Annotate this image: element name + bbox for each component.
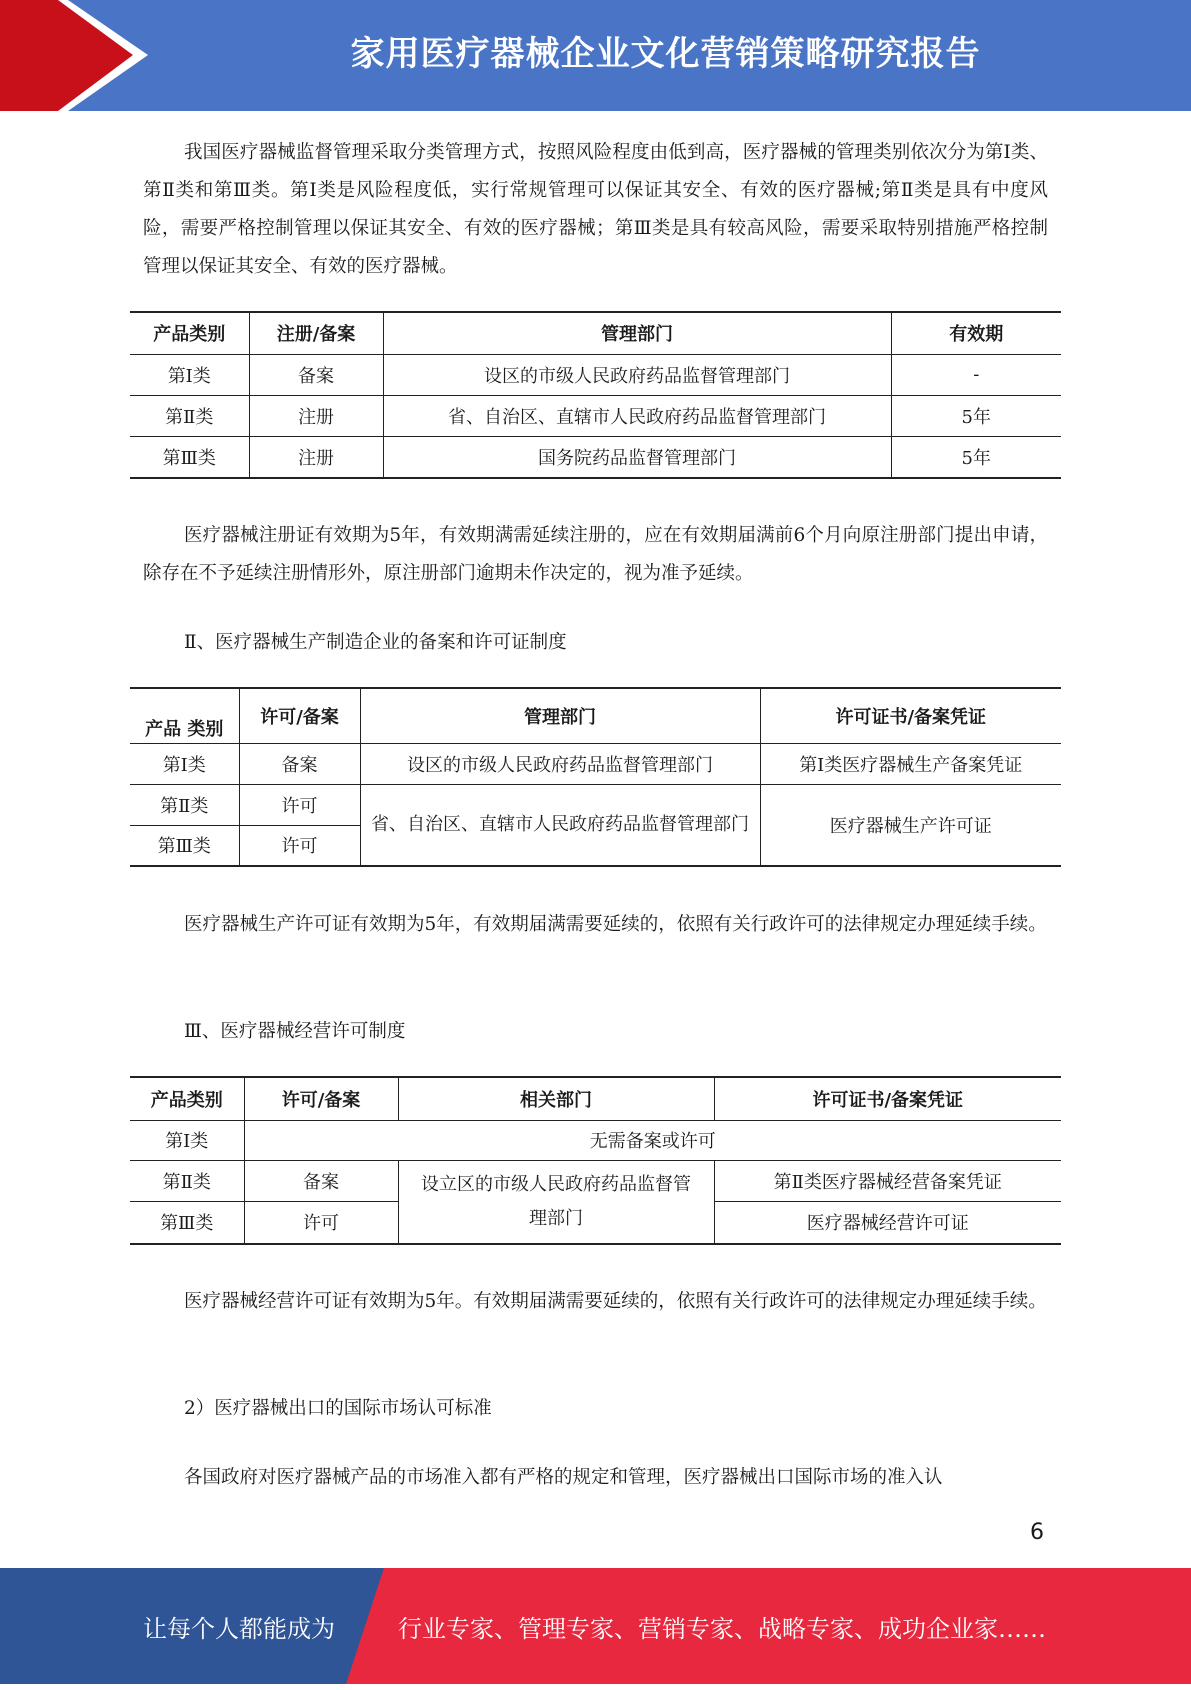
table-cell: 备案 [239,743,360,784]
table-row [130,1160,1061,1201]
table-row [130,436,1061,478]
table-header: 管理部门 [360,688,760,743]
table-cell: 5年 [891,395,1061,436]
table-cell: 许可 [239,825,360,866]
table-header: 产品类别 [130,312,249,354]
table-cell: 第Ⅰ类 [130,743,239,784]
table-cell: 备案 [244,1160,398,1201]
table-cell-merged: 设立区的市级人民政府药品监督管理部门 [398,1160,714,1244]
table-header: 注册/备案 [249,312,383,354]
table-cell-merged: 省、自治区、直辖市人民政府药品监督管理部门 [360,784,760,866]
table-cell: 第Ⅰ类 [130,1120,244,1160]
section-heading-production: Ⅱ、医疗器械生产制造企业的备案和许可证制度 [184,632,567,653]
table-cell-merged: 医疗器械生产许可证 [760,784,1061,866]
table-cell: 国务院药品监督管理部门 [383,436,891,478]
table-header: 管理部门 [383,312,891,354]
table-cell: 第Ⅰ类医疗器械生产备案凭证 [760,743,1061,784]
table-header: 许可/备案 [239,688,360,743]
footer-slogan-right: 行业专家、管理专家、营销专家、战略专家、成功企业家…… [398,1615,1046,1643]
table-cell: 第Ⅰ类 [130,354,249,395]
table-cell: 5年 [891,436,1061,478]
table-header: 相关部门 [398,1077,714,1120]
table-cell: 第Ⅲ类 [130,825,239,866]
page-header [0,0,1191,111]
table-header: 产品 类别 [130,688,239,743]
business-license-table [130,1076,1061,1245]
table-row [130,743,1061,784]
table-cell: 第Ⅲ类 [130,436,249,478]
production-validity-paragraph: 医疗器械生产许可证有效期为5年，有效期届满需要延续的，依照有关行政许可的法律规定办理延续手续。 [184,914,1047,935]
table-cell: 注册 [249,395,383,436]
table-cell: 设区的市级人民政府药品监督管理部门 [383,354,891,395]
table-header: 许可/备案 [244,1077,398,1120]
registration-table [130,311,1061,479]
table-cell: 第Ⅱ类医疗器械经营备案凭证 [714,1160,1061,1201]
table-header: 许可证书/备案凭证 [714,1077,1061,1120]
table-cell: 医疗器械经营许可证 [714,1201,1061,1244]
header-chevron-graphic [0,0,160,111]
section-heading-business: Ⅲ、医疗器械经营许可制度 [184,1021,406,1042]
table-header: 有效期 [891,312,1061,354]
table-cell: 省、自治区、直辖市人民政府药品监督管理部门 [383,395,891,436]
page-number: 6 [1030,1520,1044,1545]
table-cell: 备案 [249,354,383,395]
table-cell: 注册 [249,436,383,478]
table-cell: 设区的市级人民政府药品监督管理部门 [360,743,760,784]
production-license-table [130,687,1061,867]
intro-paragraph: 我国医疗器械监督管理采取分类管理方式，按照风险程度由低到高，医疗器械的管理类别依次分为第Ⅰ类、第Ⅱ类和第Ⅲ类。第Ⅰ类是风险程度低，实行常规管理可以保证其安全、有效的医疗器械;第Ⅱ类是具有中度风险，需要严格控制管理以保证其安全、有效的医疗器械；第Ⅲ类是具有较高风险，需要采取特别措施严格控制管理以保证其安全、有效的医疗器械。 [143,142,1048,277]
table-cell: 许可 [244,1201,398,1244]
table-cell: 第Ⅱ类 [130,1160,244,1201]
table-header: 产品类别 [130,1077,244,1120]
business-validity-paragraph: 医疗器械经营许可证有效期为5年。有效期届满需要延续的，依照有关行政许可的法律规定办理延续手续。 [184,1291,1047,1312]
registration-validity-paragraph: 医疗器械注册证有效期为5年，有效期满需延续注册的，应在有效期届满前6个月向原注册部门提出申请，除存在不予延续注册情形外，原注册部门逾期未作决定的，视为准予延续。 [143,525,1048,584]
table-cell: - [891,354,1061,395]
table-row [130,395,1061,436]
table-cell: 第Ⅱ类 [130,395,249,436]
section-heading-export: 2）医疗器械出口的国际市场认可标准 [184,1398,492,1419]
table-row [130,1120,1061,1160]
export-paragraph: 各国政府对医疗器械产品的市场准入都有严格的规定和管理，医疗器械出口国际市场的准入认 [184,1467,943,1488]
page-footer [0,1568,1191,1684]
table-row [130,784,1061,825]
footer-slogan-left: 让每个人都能成为 [143,1615,335,1643]
header-title: 家用医疗器械企业文化营销策略研究报告 [350,34,981,74]
table-header: 许可证书/备案凭证 [760,688,1061,743]
table-cell: 许可 [239,784,360,825]
table-cell-merged: 无需备案或许可 [244,1120,1061,1160]
table-row [130,354,1061,395]
table-cell: 第Ⅱ类 [130,784,239,825]
table-cell: 第Ⅲ类 [130,1201,244,1244]
